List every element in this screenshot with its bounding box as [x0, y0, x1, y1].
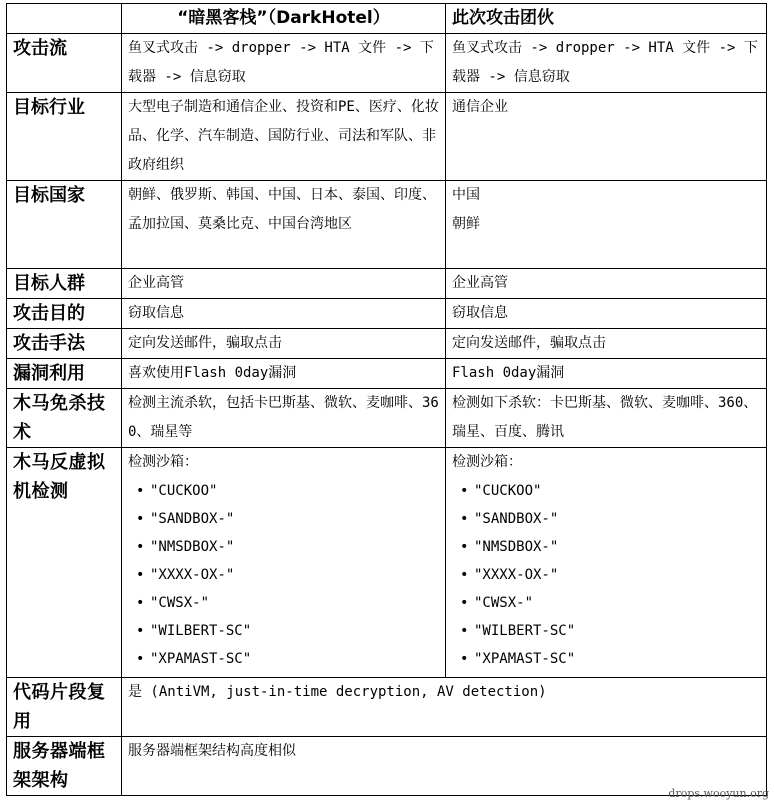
bullet-icon: •	[136, 511, 145, 527]
darkhotel-attack-goal: 窃取信息	[122, 299, 446, 329]
row-target-industry	[7, 93, 767, 181]
current-anti-vm	[446, 448, 767, 678]
list-item	[128, 533, 439, 561]
row-label-vuln-usage: 漏洞利用	[7, 359, 122, 389]
current-sandbox-intro: 检测沙箱：	[452, 454, 522, 470]
list-item	[452, 617, 760, 645]
list-item	[128, 589, 439, 617]
list-item	[128, 645, 439, 673]
sandbox-name: "SANDBOX-"	[150, 511, 235, 527]
row-anti-vm	[7, 448, 767, 678]
header-row	[7, 4, 767, 34]
current-vuln-usage: Flash 0day漏洞	[446, 359, 767, 389]
bullet-icon: •	[460, 539, 469, 555]
bullet-icon: •	[460, 511, 469, 527]
bullet-icon: •	[136, 595, 145, 611]
row-label-av-evasion: 木马免杀技术	[7, 389, 122, 448]
current-attack-method: 定向发送邮件，骗取点击	[446, 329, 767, 359]
bullet-icon: •	[460, 567, 469, 583]
row-label-attack-flow: 攻击流	[7, 34, 122, 93]
current-attack-flow: 鱼叉式攻击 -> dropper -> HTA 文件 -> 下载器 -> 信息窃取	[446, 34, 767, 93]
current-av-evasion: 检测如下杀软：卡巴斯基、微软、麦咖啡、360、瑞星、百度、腾讯	[446, 389, 767, 448]
current-target-country-line1: 中国	[452, 187, 480, 203]
bullet-icon: •	[460, 623, 469, 639]
darkhotel-target-industry: 大型电子制造和通信企业、投资和PE、医疗、化妆品、化学、汽车制造、国防行业、司法和军队、非政府组织	[122, 93, 446, 181]
sandbox-name: "SANDBOX-"	[474, 511, 559, 527]
sandbox-name: "XPAMAST-SC"	[474, 651, 576, 667]
sandbox-name: "XXXX-OX-"	[150, 567, 235, 583]
row-target-people	[7, 269, 767, 299]
row-attack-method	[7, 329, 767, 359]
current-target-people: 企业高管	[446, 269, 767, 299]
row-label-server-arch: 服务器端框架架构	[7, 737, 122, 796]
row-label-target-industry: 目标行业	[7, 93, 122, 181]
row-label-code-reuse: 代码片段复用	[7, 678, 122, 737]
bullet-icon: •	[460, 651, 469, 667]
sandbox-name: "NMSDBOX-"	[150, 539, 235, 555]
list-item	[452, 505, 760, 533]
darkhotel-vuln-usage: 喜欢使用Flash 0day漏洞	[122, 359, 446, 389]
darkhotel-target-country: 朝鲜、俄罗斯、韩国、中国、日本、泰国、印度、孟加拉国、莫桑比克、中国台湾地区	[122, 181, 446, 269]
server-arch-value: 服务器端框架结构高度相似	[122, 737, 767, 796]
darkhotel-anti-vm	[122, 448, 446, 678]
darkhotel-sandbox-intro: 检测沙箱：	[128, 454, 198, 470]
row-attack-flow	[7, 34, 767, 93]
sandbox-name: "CUCKOO"	[150, 483, 218, 499]
watermark: drops.wooyun.org	[668, 787, 769, 800]
sandbox-name: "CWSX-"	[150, 595, 210, 611]
row-server-arch	[7, 737, 767, 796]
list-item	[452, 477, 760, 505]
list-item	[128, 617, 439, 645]
row-av-evasion	[7, 389, 767, 448]
row-code-reuse	[7, 678, 767, 737]
sandbox-name: "CWSX-"	[474, 595, 534, 611]
bullet-icon: •	[460, 595, 469, 611]
list-item	[128, 505, 439, 533]
bullet-icon: •	[136, 483, 145, 499]
darkhotel-attack-flow: 鱼叉式攻击 -> dropper -> HTA 文件 -> 下载器 -> 信息窃取	[122, 34, 446, 93]
row-label-anti-vm: 木马反虚拟机检测	[7, 448, 122, 678]
row-label-attack-method: 攻击手法	[7, 329, 122, 359]
comparison-table	[6, 3, 767, 796]
sandbox-name: "XPAMAST-SC"	[150, 651, 252, 667]
sandbox-name: "WILBERT-SC"	[474, 623, 576, 639]
sandbox-name: "NMSDBOX-"	[474, 539, 559, 555]
bullet-icon: •	[460, 483, 469, 499]
column-header-darkhotel: “暗黑客栈”（DarkHotel）	[122, 4, 446, 34]
list-item	[128, 561, 439, 589]
row-target-country	[7, 181, 767, 269]
current-sandbox-list	[452, 477, 760, 673]
darkhotel-sandbox-list	[128, 477, 439, 673]
corner-cell	[7, 4, 122, 34]
darkhotel-attack-method: 定向发送邮件，骗取点击	[122, 329, 446, 359]
bullet-icon: •	[136, 539, 145, 555]
list-item	[452, 561, 760, 589]
sandbox-name: "WILBERT-SC"	[150, 623, 252, 639]
row-attack-goal	[7, 299, 767, 329]
bullet-icon: •	[136, 651, 145, 667]
current-target-country	[446, 181, 767, 269]
sandbox-name: "CUCKOO"	[474, 483, 542, 499]
row-label-target-country: 目标国家	[7, 181, 122, 269]
current-target-industry: 通信企业	[446, 93, 767, 181]
row-vuln-usage	[7, 359, 767, 389]
darkhotel-av-evasion: 检测主流杀软，包括卡巴斯基、微软、麦咖啡、360、瑞星等	[122, 389, 446, 448]
column-header-current-group: 此次攻击团伙	[446, 4, 767, 34]
current-target-country-line2: 朝鲜	[452, 216, 480, 232]
code-reuse-value: 是 (AntiVM, just-in-time decryption, AV detection)	[122, 678, 767, 737]
row-label-target-people: 目标人群	[7, 269, 122, 299]
bullet-icon: •	[136, 623, 145, 639]
sandbox-name: "XXXX-OX-"	[474, 567, 559, 583]
current-attack-goal: 窃取信息	[446, 299, 767, 329]
darkhotel-target-people: 企业高管	[122, 269, 446, 299]
list-item	[452, 645, 760, 673]
list-item	[128, 477, 439, 505]
row-label-attack-goal: 攻击目的	[7, 299, 122, 329]
bullet-icon: •	[136, 567, 145, 583]
list-item	[452, 589, 760, 617]
list-item	[452, 533, 760, 561]
